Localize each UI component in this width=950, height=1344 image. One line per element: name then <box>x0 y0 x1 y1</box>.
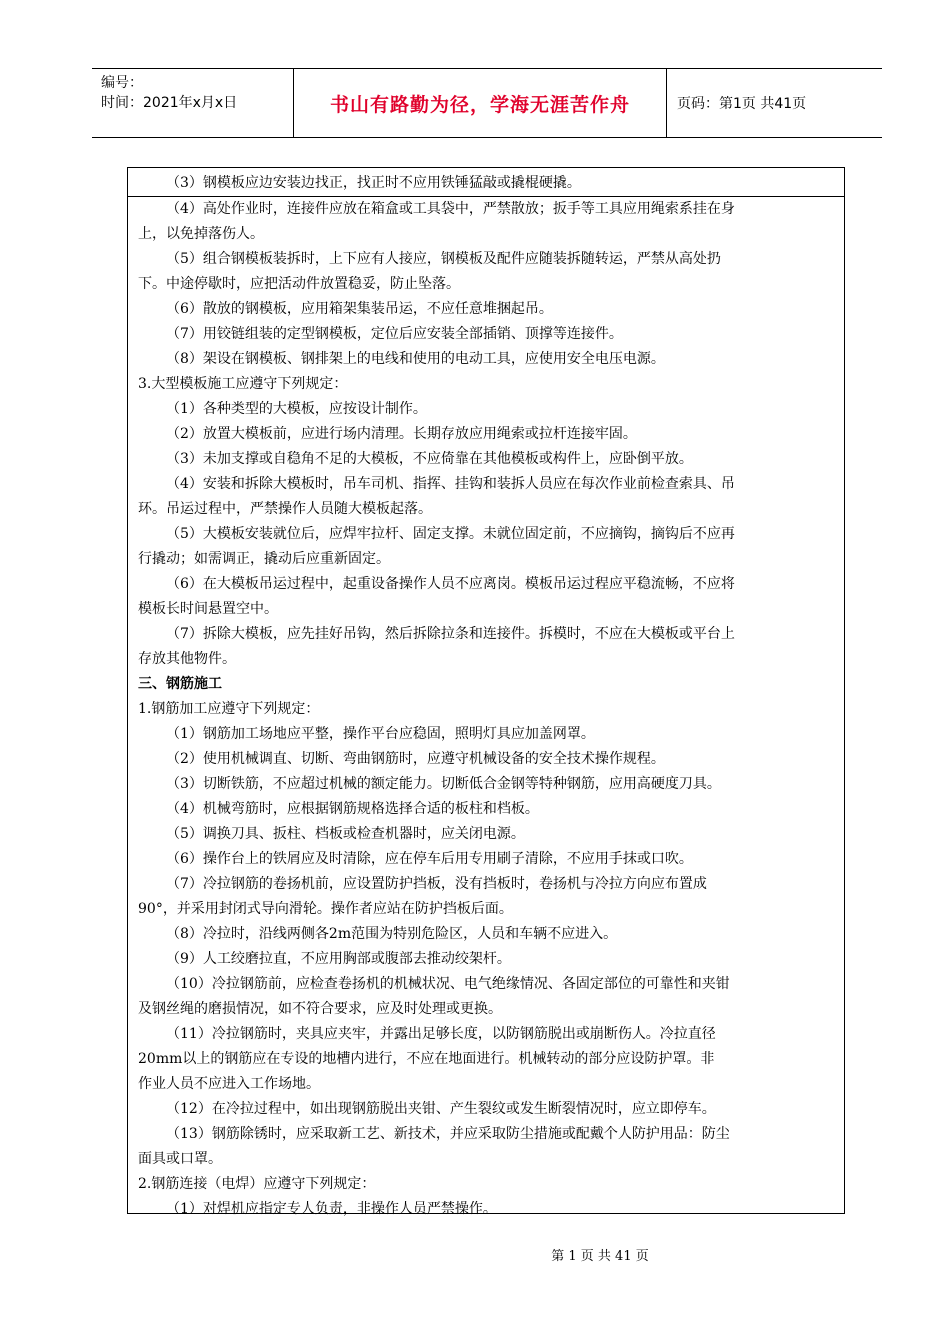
text-line: （3）钢模板应边安装边找正，找正时不应用铁锤猛敲或撬棍硬撬。 <box>166 175 581 191</box>
text-line: （8）冷拉时，沿线两侧各2m范围为特别危险区，人员和车辆不应进入。 <box>166 926 618 942</box>
text-line: （6）散放的钢模板，应用箱架集装吊运，不应任意堆捆起吊。 <box>166 301 553 317</box>
text-line: 20mm以上的钢筋应在专设的地槽内进行，不应在地面进行。机械转动的部分应设防护罩。非 <box>138 1051 715 1067</box>
text-line: （12）在冷拉过程中，如出现钢筋脱出夹钳、产生裂纹或发生断裂情况时，应立即停车。 <box>166 1101 716 1117</box>
text-line: （7）用铰链组装的定型钢模板，定位后应安装全部插销、顶撑等连接件。 <box>166 326 623 342</box>
text-line: （4）高处作业时，连接件应放在箱盒或工具袋中，严禁散放；扳手等工具应用绳索系挂在身 <box>166 201 735 217</box>
page-footer: 第 1 页 共 41 页 <box>551 1249 649 1264</box>
text-line: （8）架设在钢模板、钢排架上的电线和使用的电动工具，应使用安全电压电源。 <box>166 351 665 367</box>
text-line: （1）对焊机应指定专人负责，非操作人员严禁操作。 <box>166 1201 497 1217</box>
text-line: 及钢丝绳的磨损情况，如不符合要求，应及时处理或更换。 <box>138 1001 502 1017</box>
text-line: （3）切断铁筋，不应超过机械的额定能力。切断低合金钢等特种钢筋，应用高硬度刀具。 <box>166 776 721 792</box>
text-line: 模板长时间悬置空中。 <box>138 601 278 617</box>
text-line: （13）钢筋除锈时，应采取新工艺、新技术，并应采取防尘措施或配戴个人防护用品：防尘 <box>166 1126 730 1142</box>
document-number-label: 编号： <box>101 75 143 91</box>
text-line: （1）各种类型的大模板，应按设计制作。 <box>166 401 427 417</box>
text-line: （9）人工绞磨拉直，不应用胸部或腹部去推动绞架杆。 <box>166 951 511 967</box>
text-line: （7）冷拉钢筋的卷扬机前，应设置防护挡板，没有挡板时，卷扬机与冷拉方向应布置成 <box>166 876 707 892</box>
content-table <box>127 167 845 1217</box>
text-line: （4）机械弯筋时，应根据钢筋规格选择合适的板柱和档板。 <box>166 801 539 817</box>
text-line: （6）在大模板吊运过程中，起重设备操作人员不应离岗。模板吊运过程应平稳流畅，不应将 <box>166 576 735 592</box>
text-line: 上，以免掉落伤人。 <box>138 226 264 242</box>
text-line: （6）操作台上的铁屑应及时清除，应在停车后用专用刷子清除，不应用手抹或口吹。 <box>166 851 693 867</box>
text-line: 环。吊运过程中，严禁操作人员随大模板起落。 <box>138 501 432 517</box>
text-line: 1.钢筋加工应遵守下列规定： <box>138 701 320 717</box>
text-line: 2.钢筋连接（电焊）应遵守下列规定： <box>138 1176 376 1192</box>
text-line: 面具或口罩。 <box>138 1151 222 1167</box>
text-line: （2）放置大模板前，应进行场内清理。长期存放应用绳索或拉杆连接牢固。 <box>166 426 637 442</box>
text-line: 3.大型模板施工应遵守下列规定： <box>138 376 348 392</box>
text-line: （11）冷拉钢筋时，夹具应夹牢，并露出足够长度，以防钢筋脱出或崩断伤人。冷拉直径 <box>166 1026 716 1042</box>
text-line: （1）钢筋加工场地应平整，操作平台应稳固，照明灯具应加盖网罩。 <box>166 726 595 742</box>
text-line: （10）冷拉钢筋前，应检查卷扬机的机械状况、电气绝缘情况、各固定部位的可靠性和夹钳 <box>166 976 730 992</box>
text-line: （5）调换刀具、扳柱、档板或检查机器时，应关闭电源。 <box>166 826 525 842</box>
text-line: （4）安装和拆除大模板时，吊车司机、指挥、挂钩和装拆人员应在每次作业前检查索具、吊 <box>166 476 735 492</box>
header-page-info: 页码：第1页 共41页 <box>677 96 807 112</box>
section-heading: 三、钢筋施工 <box>138 676 222 692</box>
header-meta <box>92 69 293 137</box>
text-line: （3）未加支撑或自稳角不足的大模板，不应倚靠在其他模板或构件上，应卧倒平放。 <box>166 451 693 467</box>
header-motto: 书山有路勤为径，学海无涯苦作舟 <box>293 69 667 137</box>
text-line: 90°，并采用封闭式导向滑轮。操作者应站在防护挡板后面。 <box>138 901 513 917</box>
document-time: 时间：2021年x月x日 <box>101 95 238 111</box>
text-line: （7）拆除大模板，应先挂好吊钩，然后拆除拉条和连接件。拆模时，不应在大模板或平台上 <box>166 626 735 642</box>
text-line: 下。中途停歇时，应把活动件放置稳妥，防止坠落。 <box>138 276 460 292</box>
content-body <box>128 168 844 1222</box>
text-line: （2）使用机械调直、切断、弯曲钢筋时，应遵守机械设备的安全技术操作规程。 <box>166 751 665 767</box>
text-line: （5）组合钢模板装拆时，上下应有人接应，钢模板及配件应随装拆随转运，严禁从高处扔 <box>166 251 721 267</box>
text-line: 行撬动；如需调正，撬动后应重新固定。 <box>138 551 390 567</box>
text-line: （5）大模板安装就位后，应焊牢拉杆、固定支撑。未就位固定前，不应摘钩，摘钩后不应再 <box>166 526 735 542</box>
text-line: 存放其他物件。 <box>138 651 236 667</box>
page-header <box>92 68 882 138</box>
text-line: 作业人员不应进入工作场地。 <box>138 1076 320 1092</box>
